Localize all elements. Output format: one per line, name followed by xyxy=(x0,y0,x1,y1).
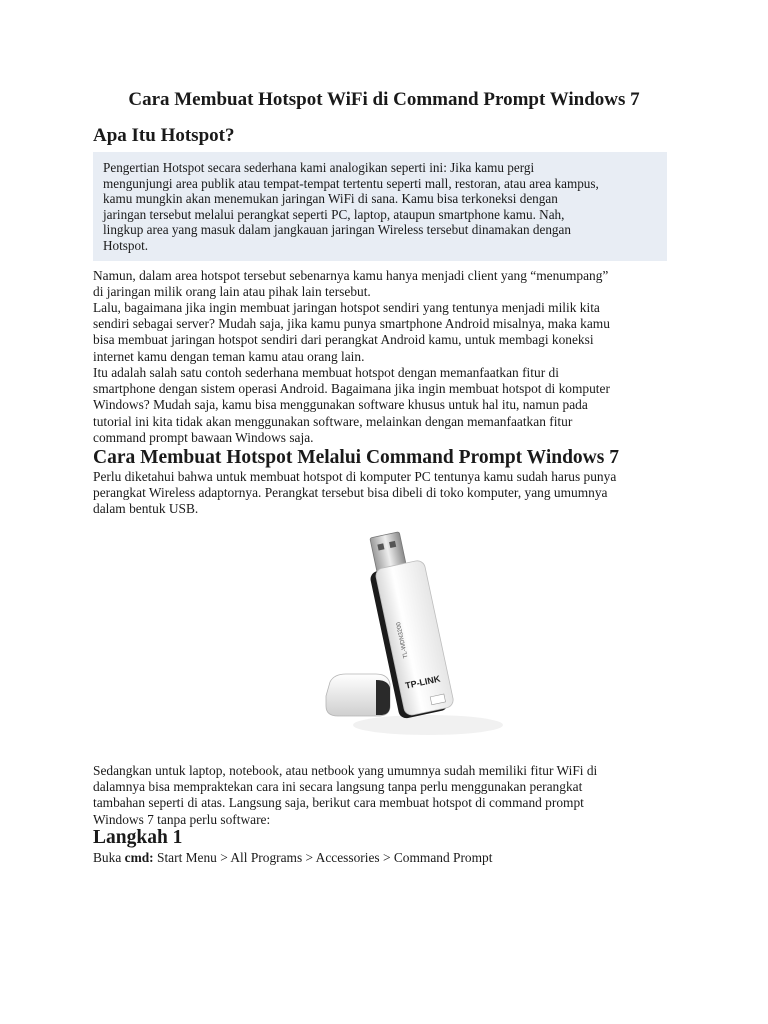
quote-line: kamu mungkin akan menemukan jaringan WiFi di sana. Kamu bisa terkoneksi dengan xyxy=(103,191,558,207)
quote-line: Pengertian Hotspot secara sederhana kami analogikan seperti ini: Jika kamu pergi xyxy=(103,160,535,175)
definition-quote-box xyxy=(93,152,667,261)
paragraph-itu-adalah: Itu adalah salah satu contoh sederhana membuat hotspot dengan memanfaatkan fitur di smartphone dengan sistem operasi Android. Bagaimana jika ingin membuat hotspot di komputer Windows? Mudah saja, kamu bisa menggunakan software khusus untuk hal itu, namun pada tutorial ini kita tidak akan menggunakan software, melainkan dengan memanfaatkan fitur command prompt bawaan Windows saja. xyxy=(93,365,610,445)
tplink-logo-text: TP-LINK xyxy=(404,673,442,691)
usb-adapter-illustration xyxy=(318,520,508,750)
quote-line: lingkup area yang masuk dalam jangkauan jaringan Wireless tersebut dinamakan dengan xyxy=(103,222,571,238)
shadow xyxy=(353,715,503,735)
step1-path: Start Menu > All Programs > Accessories > Command Prompt xyxy=(157,850,493,865)
paragraph-lalu: Lalu, bagaimana jika ingin membuat jaringan hotspot sendiri yang tentunya menjadi milik kita sendiri sebagai server? Mudah saja, jika kamu punya smartphone Android misalnya, maka kamu bisa membuat jaringan hotspot sendiri dari perangkat Android kamu, untuk membagi koneksi internet kamu dengan teman kamu atau orang lain. xyxy=(93,300,610,364)
paragraph-namun: Namun, dalam area hotspot tersebut sebenarnya kamu hanya menjadi client yang “menumpang” di jaringan milik orang lain atau pihak lain tersebut. xyxy=(93,268,609,300)
quote-line: Hotspot. xyxy=(103,237,149,253)
step1-cmd-label: cmd: xyxy=(124,850,154,865)
document-title: Cara Membuat Hotspot WiFi di Command Prompt Windows 7 xyxy=(128,89,640,110)
quote-line: mengunjungi area publik atau tempat-tempat tertentu seperti mall, restoran, atau area kampus, xyxy=(103,175,599,191)
paragraph-sedangkan: Sedangkan untuk laptop, notebook, atau netbook yang umumnya sudah memiliki fitur WiFi di dalamnya bisa mempraktekan cara ini secara langsung tanpa perlu menggunakan perangkat tambahan seperti di atas. Langsung saja, berikut cara membuat hotspot di command prompt Windows 7 tanpa perlu software: xyxy=(93,763,598,827)
adapter-model-text: TL-WDN3200 xyxy=(396,621,410,659)
usb-wifi-adapter-image xyxy=(318,520,508,750)
quote-line: jaringan tersebut melalui perangkat seperti PC, laptop, ataupun smartphone kamu. Nah, xyxy=(103,206,565,222)
section-heading-cara-membuat: Cara Membuat Hotspot Melalui Command Prompt Windows 7 xyxy=(93,447,619,468)
paragraph-perlu-diketahui: Perlu diketahui bahwa untuk membuat hotspot di komputer PC tentunya kamu sudah harus punya perangkat Wireless adaptornya. Perangkat tersebut bisa dibeli di toko komputer, yang umumnya dalam bentuk USB. xyxy=(93,469,617,517)
section-heading-apa-itu-hotspot: Apa Itu Hotspot? xyxy=(93,125,235,146)
step1-instruction xyxy=(93,850,675,866)
step1-prefix: Buka xyxy=(93,850,122,865)
step-heading-langkah-1: Langkah 1 xyxy=(93,827,183,848)
adapter-cap xyxy=(326,674,390,716)
